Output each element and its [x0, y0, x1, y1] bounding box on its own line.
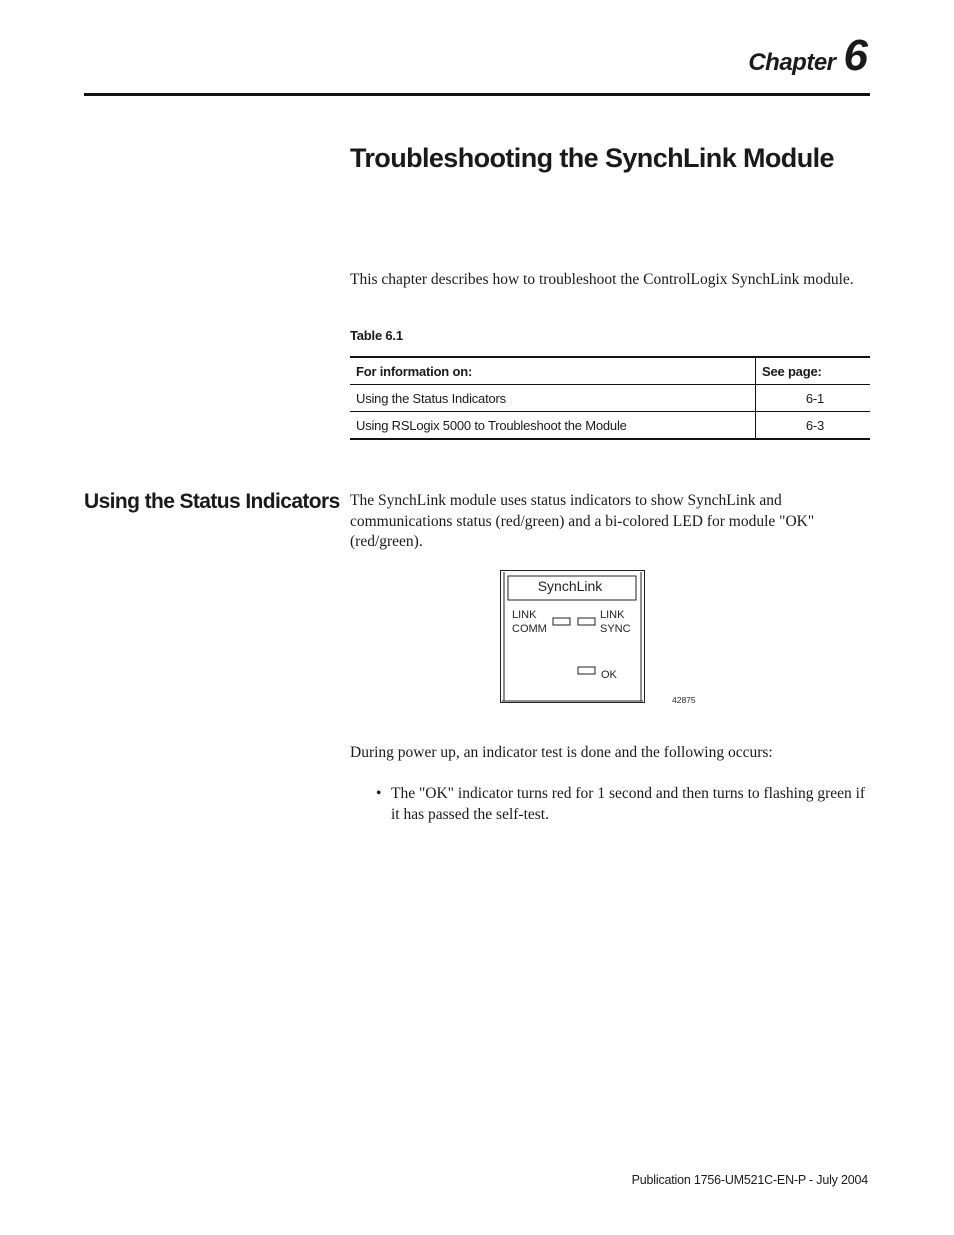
chapter-label: Chapter — [748, 49, 836, 76]
table-row — [350, 385, 870, 412]
contents-table — [350, 356, 870, 440]
intro-paragraph: This chapter describes how to troubleshoot the ControlLogix SynchLink module. — [350, 271, 854, 288]
status-paragraph: The SynchLink module uses status indicators to show SynchLink and communications status (red/green) and a bi-colored LED for module "OK" (red/green). — [350, 492, 815, 550]
ok-label: OK — [601, 669, 617, 681]
table-header-page: See page: — [756, 357, 871, 385]
link-comm-led — [553, 618, 570, 625]
table-header-topic: For information on: — [356, 363, 473, 379]
table-cell-page: 6-3 — [756, 412, 871, 440]
list-item — [376, 784, 866, 825]
link-sync-led — [578, 618, 595, 625]
page-title: Troubleshooting the SynchLink Module — [350, 143, 834, 173]
table-row — [350, 412, 870, 440]
chapter-heading — [748, 31, 868, 80]
link-comm-label-line2: COMM — [512, 623, 547, 635]
table-cell-page: 6-1 — [756, 385, 871, 412]
module-indicator-figure — [500, 570, 700, 710]
figure-id: 42875 — [672, 695, 696, 705]
ok-led — [578, 667, 595, 674]
table-cell-topic: Using RSLogix 5000 to Troubleshoot the Module — [356, 417, 627, 433]
chapter-rule — [84, 93, 870, 96]
module-name: SynchLink — [537, 578, 603, 594]
table-header-row — [350, 357, 870, 385]
bullet-icon: • — [376, 785, 382, 802]
link-comm-label-line1: LINK — [512, 609, 537, 621]
table-cell-topic: Using the Status Indicators — [356, 390, 506, 406]
publication-footer: Publication 1756-UM521C-EN-P - July 2004 — [631, 1173, 868, 1187]
power-up-paragraph: During power up, an indicator test is done and the following occurs: — [350, 744, 773, 761]
section-heading: Using the Status Indicators — [84, 490, 340, 513]
link-sync-label-line1: LINK — [600, 609, 625, 621]
link-sync-label-line2: SYNC — [600, 623, 631, 635]
table-caption: Table 6.1 — [350, 328, 403, 343]
chapter-number: 6 — [843, 31, 868, 80]
bullet-text: The "OK" indicator turns red for 1 second and then turns to flashing green if it has passed the self-test. — [391, 785, 866, 823]
